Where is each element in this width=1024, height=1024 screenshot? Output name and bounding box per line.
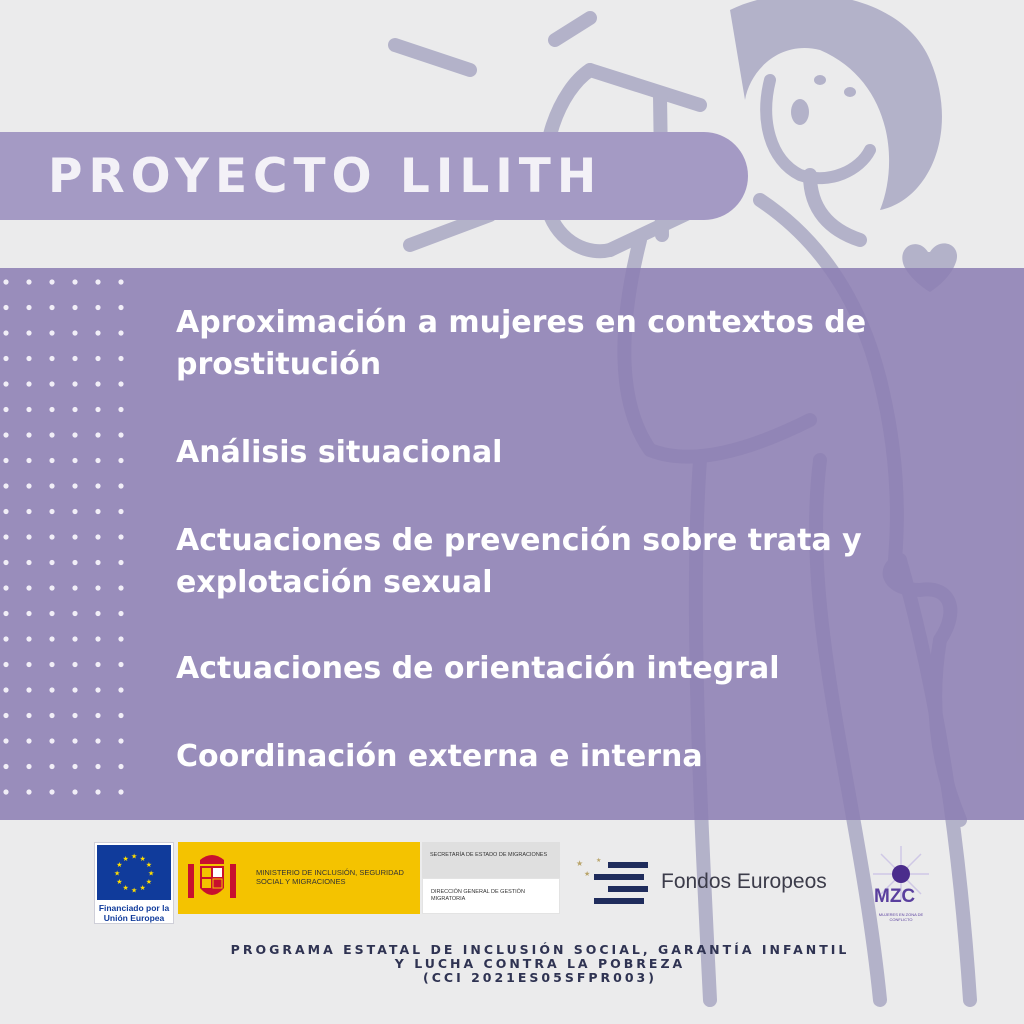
funding-logos	[0, 836, 1024, 936]
decor-dot	[95, 534, 100, 539]
title-banner	[0, 132, 748, 220]
decor-dot	[26, 585, 31, 590]
decor-dot	[49, 381, 54, 386]
activity-item-coordination: Coordinación externa e interna	[176, 739, 703, 774]
footer-line-3: (CCI 2021ES05SFPR003)	[423, 970, 657, 985]
decor-dot	[3, 738, 8, 743]
decor-dot	[95, 713, 100, 718]
eu-caption: Financiado por la Unión Europea	[98, 903, 170, 923]
fondos-europeos-label: Fondos Europeos	[661, 870, 827, 893]
direccion-name: DIRECCIÓN GENERAL DE GESTIÓN MIGRATORIA	[431, 889, 525, 902]
decor-dot	[118, 764, 123, 769]
decor-dot	[118, 611, 123, 616]
decor-dot	[95, 407, 100, 412]
decor-dot	[72, 534, 77, 539]
decor-dot	[26, 381, 31, 386]
decor-dot	[49, 458, 54, 463]
decor-dot	[3, 560, 8, 565]
activity-item-prevention: Actuaciones de prevención sobre trata y explotación sexual	[176, 523, 862, 600]
decor-dot	[49, 560, 54, 565]
activity-item-analysis: Análisis situacional	[176, 435, 503, 470]
decor-dot	[118, 279, 123, 284]
decor-dot	[72, 279, 77, 284]
eu-star: ★	[145, 878, 153, 886]
decor-dot	[49, 330, 54, 335]
decor-dot	[118, 356, 123, 361]
decor-dot	[3, 509, 8, 514]
decor-dot	[118, 407, 123, 412]
mzc-logo-text: MZC	[874, 886, 916, 907]
decor-dot	[3, 534, 8, 539]
decor-dot	[72, 330, 77, 335]
decor-dot	[72, 356, 77, 361]
decor-dot	[72, 381, 77, 386]
decor-dot	[26, 636, 31, 641]
decor-dot	[49, 356, 54, 361]
decor-dot	[49, 432, 54, 437]
decor-dot	[95, 662, 100, 667]
decor-dot	[72, 789, 77, 794]
decor-dot	[95, 279, 100, 284]
decor-dot	[3, 356, 8, 361]
decor-dot	[3, 636, 8, 641]
decor-dot	[3, 432, 8, 437]
svg-text:★: ★	[584, 870, 591, 878]
decor-dot	[118, 305, 123, 310]
eu-star: ★	[116, 878, 123, 886]
decor-dot	[49, 738, 54, 743]
secretaria-box	[422, 842, 560, 878]
decor-dot	[72, 483, 77, 488]
eu-star: ★	[139, 884, 146, 893]
decor-dot	[26, 789, 31, 794]
decor-dot	[118, 509, 123, 514]
decor-dot	[118, 381, 123, 386]
decor-dot	[26, 534, 31, 539]
decor-dot	[26, 713, 31, 718]
decor-dot	[3, 305, 8, 310]
decor-dot	[49, 662, 54, 667]
decor-dot	[72, 407, 77, 412]
decor-dot	[95, 381, 100, 386]
decor-dot	[49, 407, 54, 412]
decor-dot	[118, 636, 123, 641]
decor-dot	[118, 713, 123, 718]
decor-dot	[3, 381, 8, 386]
decor-dot	[118, 458, 123, 463]
spain-coat-of-arms-icon	[184, 850, 240, 906]
decor-dot	[49, 789, 54, 794]
decor-dot	[72, 560, 77, 565]
decor-dot	[95, 305, 100, 310]
decor-dot	[72, 509, 77, 514]
decor-dot	[49, 305, 54, 310]
decor-dot	[3, 713, 8, 718]
decor-dot	[26, 509, 31, 514]
decor-dot	[72, 687, 77, 692]
decor-dot	[72, 611, 77, 616]
decor-dot	[118, 662, 123, 667]
ministry-name: MINISTERIO DE INCLUSIÓN, SEGURIDAD SOCIAL Y MIGRACIONES	[256, 868, 404, 886]
decor-dot	[49, 585, 54, 590]
dot-pattern-decoration	[0, 268, 160, 820]
decor-dot	[72, 458, 77, 463]
fondos-europeos-icon	[574, 854, 652, 910]
eu-flag-icon	[97, 845, 171, 900]
decor-dot	[118, 789, 123, 794]
decor-dot	[49, 764, 54, 769]
decor-dot	[118, 687, 123, 692]
program-footer	[160, 943, 920, 985]
decor-dot	[3, 407, 8, 412]
page-title: PROYECTO LILITH	[48, 149, 603, 204]
decor-dot	[95, 458, 100, 463]
decor-dot	[3, 458, 8, 463]
eu-funding-logo	[94, 842, 174, 924]
decor-dot	[118, 432, 123, 437]
decor-dot	[118, 483, 123, 488]
eu-star: ★	[122, 854, 129, 863]
decor-dot	[95, 432, 100, 437]
decor-dot	[26, 407, 31, 412]
decor-dot	[49, 483, 54, 488]
decor-dot	[72, 585, 77, 590]
decor-dot	[3, 585, 8, 590]
decor-dot	[95, 560, 100, 565]
decor-dot	[95, 483, 100, 488]
decor-dot	[49, 713, 54, 718]
eu-star: ★	[131, 852, 138, 861]
decor-dot	[3, 764, 8, 769]
decor-dot	[95, 764, 100, 769]
decor-dot	[26, 432, 31, 437]
decor-dot	[95, 509, 100, 514]
eu-star: ★	[116, 861, 123, 869]
decor-dot	[26, 458, 31, 463]
decor-dot	[118, 738, 123, 743]
decor-dot	[72, 305, 77, 310]
footer-line-2: Y LUCHA CONTRA LA POBREZA	[394, 956, 686, 971]
decor-dot	[72, 662, 77, 667]
footer-line-1: PROGRAMA ESTATAL DE INCLUSIÓN SOCIAL, GARANTÍA INFANTIL	[230, 942, 850, 957]
decor-dot	[26, 687, 31, 692]
decor-dot	[3, 789, 8, 794]
decor-dot	[95, 738, 100, 743]
decor-dot	[26, 279, 31, 284]
activity-item-orientation: Actuaciones de orientación integral	[176, 651, 780, 686]
decor-dot	[49, 636, 54, 641]
decor-dot	[49, 509, 54, 514]
decor-dot	[72, 636, 77, 641]
decor-dot	[49, 687, 54, 692]
decor-dot	[95, 585, 100, 590]
svg-text:★: ★	[596, 857, 602, 864]
decor-dot	[95, 356, 100, 361]
decor-dot	[72, 713, 77, 718]
decor-dot	[118, 534, 123, 539]
decor-dot	[26, 330, 31, 335]
eu-star: ★	[139, 854, 146, 863]
ministry-logo	[178, 842, 420, 914]
decor-dot	[3, 611, 8, 616]
eu-star: ★	[148, 869, 155, 878]
eu-star: ★	[114, 869, 121, 878]
decor-dot	[26, 738, 31, 743]
decor-dot	[3, 662, 8, 667]
decor-dot	[95, 330, 100, 335]
mzc-subtitle: MUJERES EN ZONA DE CONFLICTO	[878, 912, 924, 922]
secretaria-name: SECRETARÍA DE ESTADO DE MIGRACIONES	[430, 852, 548, 858]
decor-dot	[26, 483, 31, 488]
decor-dot	[49, 279, 54, 284]
direccion-box	[422, 878, 560, 914]
decor-dot	[49, 534, 54, 539]
decor-dot	[95, 636, 100, 641]
decor-dot	[118, 585, 123, 590]
svg-text:★: ★	[576, 859, 584, 868]
decor-dot	[3, 687, 8, 692]
decor-dot	[95, 789, 100, 794]
eu-star: ★	[122, 884, 129, 893]
decor-dot	[118, 330, 123, 335]
eu-star: ★	[131, 886, 138, 895]
decor-dot	[26, 662, 31, 667]
decor-dot	[26, 560, 31, 565]
activity-item-approximation: Aproximación a mujeres en contextos de prostitución	[176, 305, 867, 382]
decor-dot	[72, 432, 77, 437]
decor-dot	[3, 330, 8, 335]
decor-dot	[26, 611, 31, 616]
decor-dot	[26, 764, 31, 769]
decor-dot	[26, 356, 31, 361]
decor-dot	[26, 305, 31, 310]
decor-dot	[49, 611, 54, 616]
decor-dot	[72, 738, 77, 743]
eu-star: ★	[145, 861, 153, 869]
decor-dot	[3, 279, 8, 284]
decor-dot	[95, 611, 100, 616]
decor-dot	[72, 764, 77, 769]
decor-dot	[3, 483, 8, 488]
decor-dot	[118, 560, 123, 565]
decor-dot	[95, 687, 100, 692]
